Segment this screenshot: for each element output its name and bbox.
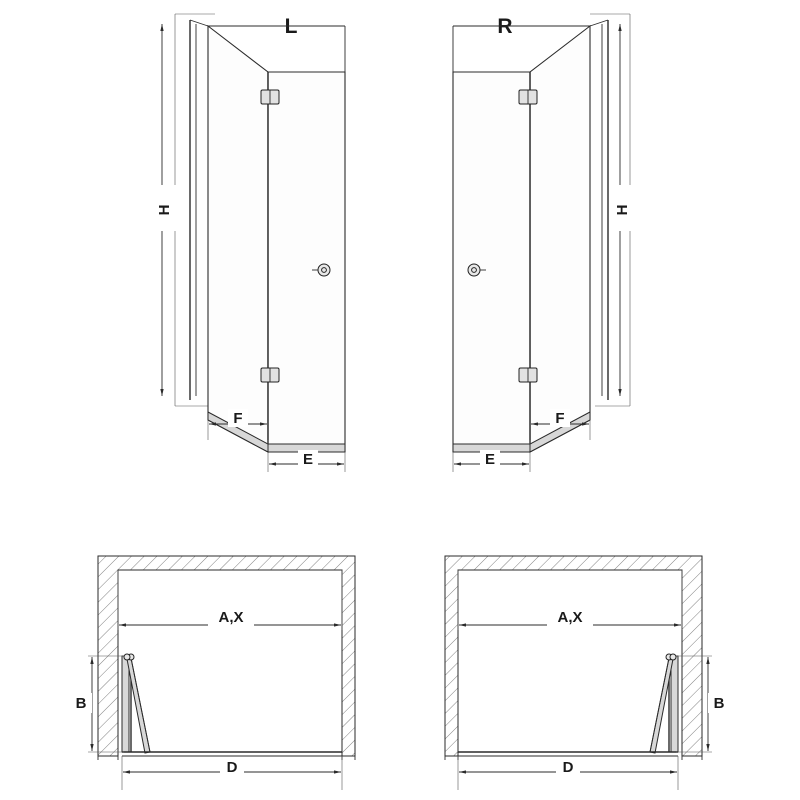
panel-e-label-right: E (484, 451, 496, 468)
wall-hatch-left (98, 556, 355, 756)
glass-panel-f-right (530, 26, 590, 452)
depth-label-right-plan: B (713, 695, 725, 712)
height-label-left: H (156, 204, 173, 216)
wall-hatch-right (445, 556, 702, 756)
variant-label-left: L (284, 15, 298, 38)
leaf-edge (131, 658, 150, 752)
elevation-right-view (453, 14, 634, 472)
width-label-right-plan: A,X (557, 609, 583, 626)
height-label-right: H (614, 204, 631, 216)
door-knob-center-right (472, 268, 477, 273)
plan-left-view (70, 556, 355, 790)
depth-label-left-plan: B (75, 695, 87, 712)
variant-label-right: R (497, 15, 513, 38)
panel-f-label-left: F (233, 410, 243, 427)
opening-label-left-plan: D (226, 759, 238, 776)
glass-panel-e-right (453, 72, 530, 452)
panel-f-label-right: F (555, 410, 565, 427)
door-leaf-fixed-right-plan (671, 656, 678, 752)
leaf-edge (650, 658, 669, 752)
pivot2-left-plan (124, 654, 130, 660)
plan-right-view (445, 556, 730, 790)
glass-panel-e-left (268, 72, 345, 452)
profile-top-edge (590, 20, 608, 26)
glass-panel-f-left (208, 26, 268, 452)
elevation-left-view (150, 14, 345, 472)
door-knob-center-left (322, 268, 327, 273)
pivot2-right-plan (670, 654, 676, 660)
width-label-left-plan: A,X (218, 609, 244, 626)
panel-e-label-left: E (302, 451, 314, 468)
door-leaf-fixed-left-plan (122, 656, 129, 752)
opening-label-right-plan: D (562, 759, 574, 776)
profile-top-edge (190, 20, 208, 26)
